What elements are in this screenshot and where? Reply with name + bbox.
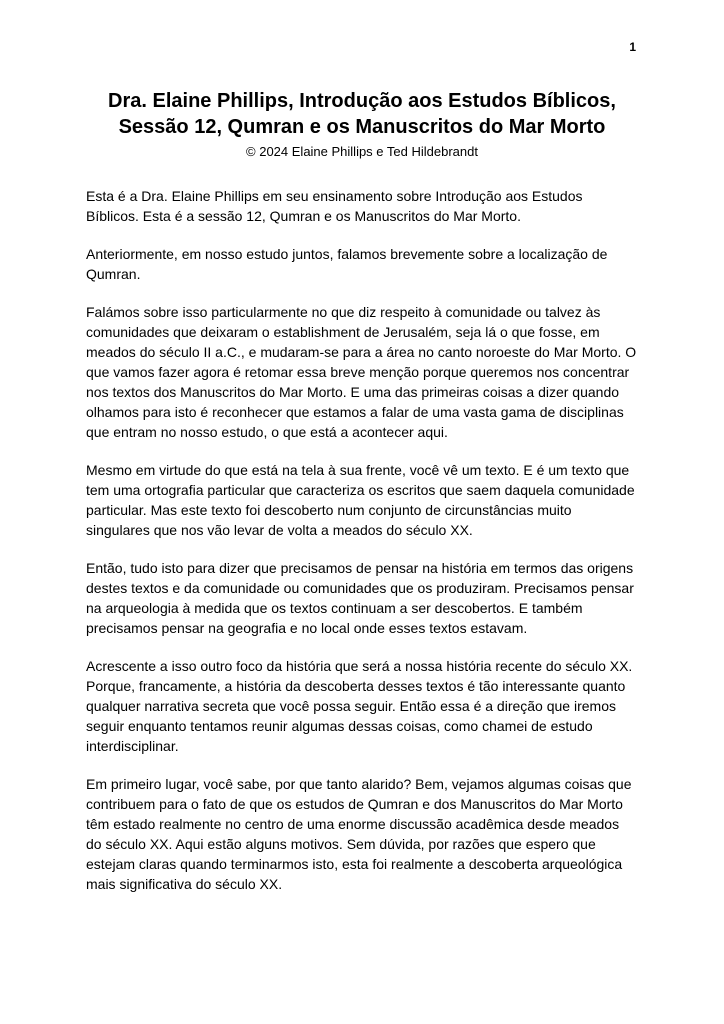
page-number: 1	[629, 40, 636, 54]
paragraph-2: Anteriormente, em nosso estudo juntos, falamos brevemente sobre a localização de Qumran.	[86, 245, 608, 282]
title-line-1: Dra. Elaine Phillips, Introdução aos Estudos Bíblicos,	[108, 90, 616, 112]
document-body	[86, 186, 638, 894]
paragraph-4: Mesmo em virtude do que está na tela à sua frente, você vê um texto. E é um texto que tem uma ortografia particular que caracteriza os escritos que saem daquela comunidade particular. Mas este texto foi descoberto num conjunto de circunstâncias muito singulares que nos vão levar de volta a meados do século XX.	[86, 461, 635, 538]
paragraph-5: Então, tudo isto para dizer que precisamos de pensar na história em termos das origens destes textos e da comunidade ou comunidades que os produziram. Precisamos pensar na arqueologia à medida que os textos continuam a ser descobertos. E também precisamos pensar na geografia e no local onde esses textos estavam.	[86, 559, 634, 636]
paragraph-3: Falámos sobre isso particularmente no que diz respeito à comunidade ou talvez às comunidades que deixaram o establishment de Jerusalém, seja lá o que fosse, em meados do século II a.C., e mudaram-se para a área no canto noroeste do Mar Morto. O que vamos fazer agora é retomar essa breve menção porque queremos nos concentrar nos textos dos Manuscritos do Mar Morto. E uma das primeiras coisas a dizer quando olhamos para isto é reconhecer que estamos a falar de uma vasta gama de disciplinas que entram no nosso estudo, o que está a acontecer aqui.	[86, 303, 637, 440]
document-title	[56, 88, 668, 141]
copyright-line: © 2024 Elaine Phillips e Ted Hildebrandt	[246, 143, 478, 159]
paragraph-1: Esta é a Dra. Elaine Phillips em seu ensinamento sobre Introdução aos Estudos Bíblicos. Esta é a sessão 12, Qumran e os Manuscritos do Mar Morto.	[86, 187, 583, 224]
paragraph-7: Em primeiro lugar, você sabe, por que tanto alarido? Bem, vejamos algumas coisas que contribuem para o fato de que os estudos de Qumran e dos Manuscritos do Mar Morto têm estado realmente no centro de uma enorme discussão acadêmica desde meados do século XX. Aqui estão alguns motivos. Sem dúvida, por razões que espero que estejam claras quando terminarmos isto, esta foi realmente a descoberta arqueológica mais significativa do século XX.	[86, 775, 632, 892]
paragraph-6: Acrescente a isso outro foco da história que será a nossa história recente do século XX. Porque, francamente, a história da descoberta desses textos é tão interessante quanto qualquer narrativa secreta que você possa seguir. Então essa é a direção que iremos seguir enquanto tentamos reunir algumas dessas coisas, como chamei de estudo interdisciplinar.	[86, 657, 633, 754]
title-line-2: Sessão 12, Qumran e os Manuscritos do Mar Morto	[118, 116, 606, 139]
